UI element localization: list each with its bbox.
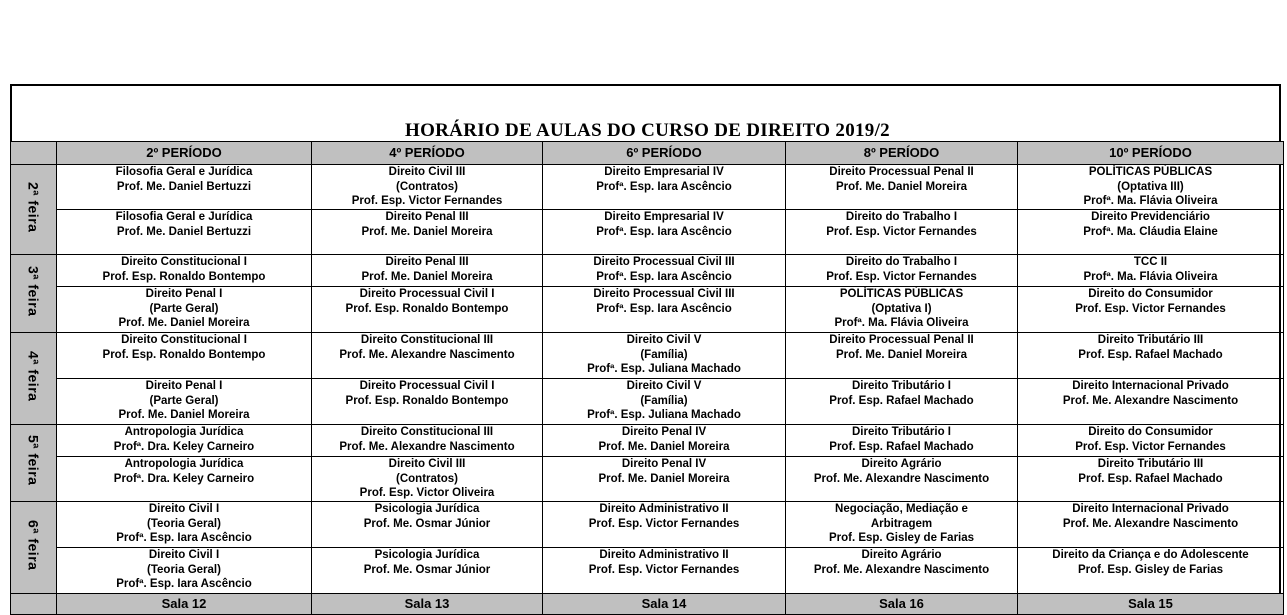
class-cell bbox=[543, 165, 786, 210]
day-label: 5ª feira bbox=[25, 435, 42, 486]
course-name: Direito Processual Penal II bbox=[829, 166, 974, 178]
room-row bbox=[11, 594, 1284, 615]
professor-name: Prof. Me. Daniel Moreira bbox=[361, 270, 493, 283]
professor-name: Prof. Esp. Victor Fernandes bbox=[826, 225, 977, 238]
schedule-row bbox=[11, 548, 1284, 594]
course-name: Direito Penal IV bbox=[621, 426, 707, 438]
page-title: HORÁRIO DE AULAS DO CURSO DE DIREITO 2019/2 bbox=[405, 120, 890, 141]
period-header-row bbox=[11, 142, 1284, 165]
professor-name: Prof. Me. Alexandre Nascimento bbox=[1062, 394, 1239, 407]
room-label: Sala 15 bbox=[1018, 594, 1284, 615]
course-name: Filosofia Geral e Jurídica bbox=[115, 166, 253, 178]
class-cell bbox=[786, 425, 1018, 457]
course-name: Direito Processual Civil III bbox=[593, 288, 735, 300]
course-name: Direito Civil I bbox=[148, 549, 220, 561]
course-name: Psicologia Jurídica bbox=[374, 503, 480, 515]
professor-name: Prof. Me. Alexandre Nascimento bbox=[339, 348, 515, 361]
professor-name: Prof. Esp. Victor Fernandes bbox=[351, 195, 503, 208]
course-name: POLÍTICAS PÚBLICAS bbox=[1088, 166, 1213, 178]
class-cell bbox=[786, 165, 1018, 210]
class-cell bbox=[57, 165, 312, 210]
professor-name: Profª. Dra. Keley Carneiro bbox=[113, 472, 255, 485]
class-cell bbox=[786, 210, 1018, 255]
corner-cell bbox=[11, 594, 57, 615]
professor-name: Profª. Esp. Iara Ascêncio bbox=[596, 180, 732, 193]
class-cell bbox=[1018, 502, 1284, 548]
professor-name: Prof. Me. Daniel Moreira bbox=[598, 440, 730, 453]
course-note: Arbitragem bbox=[870, 517, 933, 530]
schedule-row bbox=[11, 333, 1284, 379]
class-cell bbox=[543, 457, 786, 502]
course-name: Direito Empresarial IV bbox=[604, 211, 724, 223]
course-name: Antropologia Jurídica bbox=[124, 426, 244, 438]
course-note: (Família) bbox=[640, 348, 688, 361]
professor-name: Profª. Ma. Flávia Oliveira bbox=[1083, 270, 1218, 283]
professor-name: Prof. Esp. Victor Fernandes bbox=[1075, 302, 1226, 315]
professor-name: Profª. Ma. Cláudia Elaine bbox=[1083, 225, 1218, 238]
day-label: 4ª feira bbox=[25, 350, 42, 402]
room-label: Sala 12 bbox=[57, 594, 312, 615]
class-cell bbox=[312, 502, 543, 548]
course-name: Direito Penal I bbox=[145, 380, 223, 392]
professor-name: Profª. Esp. Iara Ascêncio bbox=[596, 302, 732, 315]
schedule-row bbox=[11, 165, 1284, 210]
schedule-row bbox=[11, 502, 1284, 548]
professor-name: Profª. Esp. Iara Ascêncio bbox=[116, 578, 252, 591]
course-name: Direito Previdenciário bbox=[1091, 211, 1210, 223]
course-name: Direito Tributário III bbox=[1097, 458, 1204, 470]
course-name: Direito Internacional Privado bbox=[1072, 503, 1229, 515]
course-note: (Contratos) bbox=[396, 472, 458, 485]
period-header: 6º PERÍODO bbox=[543, 142, 786, 165]
course-note: (Parte Geral) bbox=[149, 394, 219, 407]
day-label: 3ª feira bbox=[25, 265, 42, 317]
class-cell bbox=[543, 548, 786, 594]
day-cell bbox=[11, 333, 57, 425]
class-cell bbox=[1018, 457, 1284, 502]
course-name: Direito Constitucional I bbox=[121, 256, 247, 268]
course-note: (Família) bbox=[640, 394, 688, 407]
course-name: Direito Processual Penal II bbox=[829, 334, 974, 346]
professor-name: Prof. Esp. Victor Fernandes bbox=[588, 517, 740, 530]
course-name: Filosofia Geral e Jurídica bbox=[115, 211, 253, 223]
course-name: Direito Empresarial IV bbox=[604, 166, 724, 178]
professor-name: Prof. Me. Alexandre Nascimento bbox=[813, 472, 990, 485]
day-cell bbox=[11, 255, 57, 333]
room-label: Sala 16 bbox=[786, 594, 1018, 615]
course-name: Direito Civil III bbox=[388, 166, 466, 178]
class-cell bbox=[1018, 425, 1284, 457]
class-cell bbox=[786, 379, 1018, 425]
day-label: 2ª feira bbox=[25, 181, 42, 233]
professor-name: Prof. Esp. Ronaldo Bontempo bbox=[345, 302, 509, 315]
period-header: 4º PERÍODO bbox=[312, 142, 543, 165]
class-cell bbox=[786, 502, 1018, 548]
professor-name: Prof. Esp. Rafael Machado bbox=[829, 440, 974, 453]
course-name: TCC II bbox=[1133, 256, 1168, 268]
course-name: Direito Civil V bbox=[626, 334, 702, 346]
schedule-row bbox=[11, 425, 1284, 457]
period-header: 2º PERÍODO bbox=[57, 142, 312, 165]
class-cell bbox=[312, 165, 543, 210]
class-cell bbox=[312, 210, 543, 255]
class-cell bbox=[57, 287, 312, 333]
schedule-row bbox=[11, 287, 1284, 333]
professor-name: Prof. Esp. Rafael Machado bbox=[1078, 472, 1223, 485]
course-name: Direito Penal IV bbox=[621, 458, 707, 470]
class-cell bbox=[312, 255, 543, 287]
professor-name: Prof. Esp. Victor Fernandes bbox=[826, 270, 977, 283]
class-cell bbox=[312, 548, 543, 594]
class-cell bbox=[57, 210, 312, 255]
professor-name: Prof. Me. Osmar Júnior bbox=[363, 563, 491, 576]
schedule-row bbox=[11, 210, 1284, 255]
professor-name: Prof. Me. Alexandre Nascimento bbox=[813, 563, 990, 576]
professor-name: Prof. Me. Daniel Bertuzzi bbox=[116, 225, 252, 238]
room-label: Sala 14 bbox=[543, 594, 786, 615]
professor-name: Prof. Me. Alexandre Nascimento bbox=[1062, 517, 1239, 530]
class-cell bbox=[312, 425, 543, 457]
room-label: Sala 13 bbox=[312, 594, 543, 615]
professor-name: Profª. Esp. Iara Ascêncio bbox=[116, 532, 252, 545]
course-name: Direito Civil III bbox=[388, 458, 466, 470]
course-name: Direito Civil V bbox=[626, 380, 702, 392]
course-name: Direito Penal I bbox=[145, 288, 223, 300]
class-cell bbox=[57, 502, 312, 548]
professor-name: Prof. Me. Daniel Moreira bbox=[598, 472, 730, 485]
professor-name: Profª. Ma. Flávia Oliveira bbox=[834, 317, 969, 330]
course-name: Direito Penal III bbox=[385, 211, 469, 223]
course-name: Direito Penal III bbox=[385, 256, 469, 268]
professor-name: Profª. Esp. Iara Ascêncio bbox=[596, 270, 732, 283]
professor-name: Prof. Me. Alexandre Nascimento bbox=[339, 440, 515, 453]
class-cell bbox=[1018, 255, 1284, 287]
period-header: 8º PERÍODO bbox=[786, 142, 1018, 165]
period-header: 10º PERÍODO bbox=[1018, 142, 1284, 165]
professor-name: Prof. Me. Daniel Moreira bbox=[835, 348, 967, 361]
class-cell bbox=[1018, 379, 1284, 425]
course-name: Psicologia Jurídica bbox=[374, 549, 480, 561]
class-cell bbox=[786, 333, 1018, 379]
professor-name: Prof. Esp. Victor Oliveira bbox=[359, 487, 495, 500]
professor-name: Prof. Esp. Ronaldo Bontempo bbox=[102, 348, 266, 361]
day-cell bbox=[11, 165, 57, 255]
professor-name: Prof. Esp. Ronaldo Bontempo bbox=[102, 270, 266, 283]
professor-name: Profª. Esp. Juliana Machado bbox=[587, 409, 741, 422]
course-name: Direito Administrativo II bbox=[599, 549, 729, 561]
course-name: Direito Tributário III bbox=[1097, 334, 1204, 346]
class-cell bbox=[786, 457, 1018, 502]
class-cell bbox=[57, 457, 312, 502]
day-cell bbox=[11, 425, 57, 502]
class-cell bbox=[543, 502, 786, 548]
day-cell bbox=[11, 502, 57, 594]
course-name: Direito Constitucional III bbox=[360, 334, 494, 346]
course-name: Direito Administrativo II bbox=[599, 503, 729, 515]
class-cell bbox=[543, 333, 786, 379]
corner-cell bbox=[11, 142, 57, 165]
class-cell bbox=[543, 210, 786, 255]
course-name: Direito do Consumidor bbox=[1088, 426, 1213, 438]
class-cell bbox=[57, 548, 312, 594]
course-name: Direito da Criança e do Adolescente bbox=[1052, 549, 1249, 561]
class-cell bbox=[1018, 210, 1284, 255]
class-cell bbox=[312, 457, 543, 502]
class-cell bbox=[312, 333, 543, 379]
class-cell bbox=[57, 425, 312, 457]
schedule-row bbox=[11, 457, 1284, 502]
course-name: Direito Tributário I bbox=[851, 380, 952, 392]
class-cell bbox=[1018, 287, 1284, 333]
professor-name: Prof. Esp. Rafael Machado bbox=[1078, 348, 1223, 361]
course-note: (Optativa I) bbox=[871, 302, 932, 315]
professor-name: Prof. Me. Daniel Moreira bbox=[118, 409, 250, 422]
class-cell bbox=[1018, 165, 1284, 210]
course-name: Direito Tributário I bbox=[851, 426, 952, 438]
class-cell bbox=[786, 287, 1018, 333]
course-name: Direito do Consumidor bbox=[1088, 288, 1213, 300]
professor-name: Prof. Me. Daniel Moreira bbox=[118, 317, 250, 330]
professor-name: Prof. Me. Daniel Moreira bbox=[835, 180, 967, 193]
course-name: Direito Internacional Privado bbox=[1072, 380, 1229, 392]
class-cell bbox=[1018, 333, 1284, 379]
class-cell bbox=[57, 379, 312, 425]
course-name: Direito Processual Civil I bbox=[359, 288, 495, 300]
schedule-body bbox=[11, 165, 1284, 615]
professor-name: Prof. Esp. Victor Fernandes bbox=[588, 563, 740, 576]
course-note: (Teoria Geral) bbox=[147, 563, 221, 576]
course-name: POLÍTICAS PÚBLICAS bbox=[839, 288, 964, 300]
course-name: Direito do Trabalho I bbox=[845, 211, 958, 223]
professor-name: Prof. Me. Daniel Moreira bbox=[361, 225, 493, 238]
day-label: 6ª feira bbox=[25, 519, 42, 571]
course-name: Direito Constitucional III bbox=[360, 426, 494, 438]
schedule-table bbox=[10, 141, 1284, 615]
schedule-row bbox=[11, 379, 1284, 425]
class-cell bbox=[57, 255, 312, 287]
professor-name: Prof. Esp. Victor Fernandes bbox=[1075, 440, 1226, 453]
class-cell bbox=[1018, 548, 1284, 594]
professor-name: Profª. Ma. Flávia Oliveira bbox=[1083, 195, 1218, 208]
class-cell bbox=[543, 425, 786, 457]
course-note: (Parte Geral) bbox=[149, 302, 219, 315]
professor-name: Prof. Me. Osmar Júnior bbox=[363, 517, 491, 530]
professor-name: Prof. Esp. Gisley de Farias bbox=[1077, 563, 1224, 576]
course-name: Negociação, Mediação e bbox=[835, 503, 968, 515]
professor-name: Profª. Dra. Keley Carneiro bbox=[113, 440, 255, 453]
professor-name: Prof. Me. Daniel Bertuzzi bbox=[116, 180, 252, 193]
class-cell bbox=[57, 333, 312, 379]
course-name: Direito Processual Civil I bbox=[359, 380, 495, 392]
course-note: (Teoria Geral) bbox=[147, 517, 221, 530]
course-name: Direito Agrário bbox=[861, 549, 942, 561]
class-cell bbox=[312, 287, 543, 333]
course-name: Direito Constitucional I bbox=[121, 334, 247, 346]
class-cell bbox=[543, 255, 786, 287]
course-note: (Contratos) bbox=[396, 180, 458, 193]
class-cell bbox=[543, 287, 786, 333]
class-cell bbox=[786, 548, 1018, 594]
course-note: (Optativa III) bbox=[1117, 180, 1184, 193]
professor-name: Profª. Esp. Juliana Machado bbox=[587, 363, 741, 376]
professor-name: Prof. Esp. Gisley de Farias bbox=[828, 532, 975, 545]
professor-name: Prof. Esp. Ronaldo Bontempo bbox=[345, 394, 509, 407]
course-name: Direito do Trabalho I bbox=[845, 256, 958, 268]
professor-name: Profª. Esp. Iara Ascêncio bbox=[596, 225, 732, 238]
schedule-row bbox=[11, 255, 1284, 287]
course-name: Direito Agrário bbox=[861, 458, 942, 470]
course-name: Direito Processual Civil III bbox=[593, 256, 735, 268]
course-name: Direito Civil I bbox=[148, 503, 220, 515]
professor-name: Prof. Esp. Rafael Machado bbox=[829, 394, 974, 407]
class-cell bbox=[312, 379, 543, 425]
course-name: Antropologia Jurídica bbox=[124, 458, 244, 470]
class-cell bbox=[786, 255, 1018, 287]
class-cell bbox=[543, 379, 786, 425]
